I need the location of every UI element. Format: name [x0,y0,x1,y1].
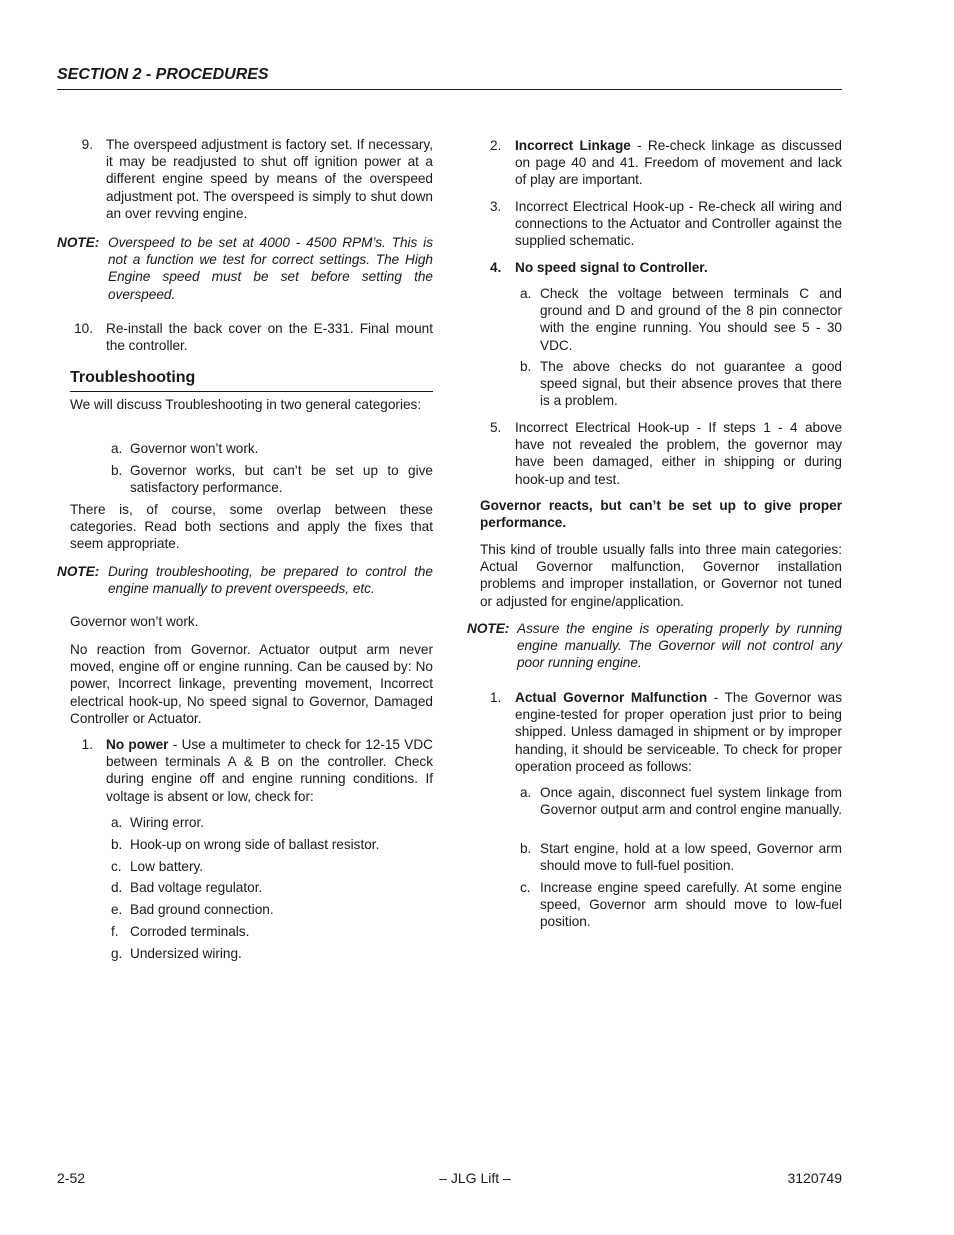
item-4b-letter: b. [520,359,532,374]
note-3-label: NOTE: [467,621,510,636]
check-c-text: Low battery. [130,859,204,874]
item-9-text: The overspeed adjustment is factory set. If necessary, it may be readjusted to shut off ignition power at a different engine speed by means of the overspeed adjustment pot. The overspeed is simply to shut down an over revving engine. [106,137,433,221]
item-4b-text: The above checks do not guarantee a good speed signal, but their absence proves that there is a problem. [540,359,842,409]
note-2-text: During troubleshooting, be prepared to control the engine manually to prevent overspeeds, etc. [108,564,433,597]
item-1-body: - Use a multimeter to check for 12-15 VDC between terminals A & B on the controller. Check during engine off and engine running conditions. If voltage is absent or low, check for: [106,737,433,804]
item-1-number: 1. [81,737,93,752]
item-4a-text: Check the voltage between terminals C and ground and D and ground of the 8 pin connector with the engine running. You should see 5 - 30 VDC. [540,286,842,353]
item-3-text: Incorrect Electrical Hook-up - Re-check all wiring and connections to the Actuator and Controller against the supplied schematic. [515,199,842,249]
category-b-text: Governor works, but can’t be set up to give satisfactory performance. [130,463,433,496]
item-a1a-letter: a. [520,785,532,800]
check-g-text: Undersized wiring. [130,946,242,961]
overlap-paragraph: There is, of course, some overlap between these categories. Read both sections and apply the fixes that seem appropriate. [70,502,433,552]
header-divider [57,89,842,90]
check-b-letter: b. [111,837,123,852]
check-f-text: Corroded terminals. [130,924,250,939]
check-a-letter: a. [111,815,123,830]
item-2-number: 2. [490,138,502,153]
check-d-text: Bad voltage regulator. [130,880,263,895]
note-1-text: Overspeed to be set at 4000 - 4500 RPM’s. This is not a function we test for correct settings. The High Engine speed must be set before setting the overspeed. [108,235,433,302]
check-c-letter: c. [111,859,122,874]
note-3-text: Assure the engine is operating properly by running engine manually. The Governor will not control any poor running engine. [517,621,842,671]
item-1-bold: No power [106,737,169,752]
item-2-body: - Re-check linkage as discussed on page 40 and 41. Freedom of movement and lack of play are important. [515,138,842,188]
check-b-text: Hook-up on wrong side of ballast resistor. [130,837,380,852]
note-1-label: NOTE: [57,235,100,250]
check-g-letter: g. [111,946,123,961]
item-a1c-letter: c. [520,880,531,895]
check-d-letter: d. [111,880,123,895]
check-e-letter: e. [111,902,123,917]
heading-divider [70,391,433,392]
governor-wont-work-label: Governor won’t work. [70,614,199,629]
check-e-text: Bad ground connection. [130,902,274,917]
item-5-text: Incorrect Electrical Hook-up - If steps 1 - 4 above have not revealed the problem, the governor may have been damaged, either in shipping or during hook-up and test. [515,420,842,487]
item-2-text [515,137,842,189]
item-a1-body: - The Governor was engine-tested for proper operation just prior to being shipped. Unless damaged in shipment or by improper handing, it should be serviceable. To check for proper operation proceed as follows: [515,690,842,774]
document-number: 3120749 [787,1170,842,1186]
troubleshooting-heading: Troubleshooting [70,369,196,386]
troubleshooting-intro: We will discuss Troubleshooting in two general categories: [70,397,422,412]
no-reaction-paragraph: No reaction from Governor. Actuator output arm never moved, engine off or engine running. Can be caused by: No power, Incorrect linkage, preventing movement, Incorrect electrical hook-up, No speed signal to Governor, Damaged Controller or Actuator. [70,642,433,726]
check-f-letter: f. [111,924,119,939]
item-4a-letter: a. [520,286,532,301]
note-2-label: NOTE: [57,564,100,579]
category-b-letter: b. [111,463,123,478]
category-a-text: Governor won’t work. [130,441,259,456]
item-2-bold: Incorrect Linkage [515,138,631,153]
item-a1-number: 1. [490,690,502,705]
category-a-letter: a. [111,441,123,456]
reacts-paragraph: This kind of trouble usually falls into three main categories: Actual Governor malfunction, Governor installation problems and improper installation, or Governor not tuned or adjusted for engine/application. [480,542,842,609]
reacts-heading: Governor reacts, but can’t be set up to give proper performance. [480,498,842,531]
item-a1-text [515,689,842,775]
item-10-text: Re-install the back cover on the E-331. Final mount the controller. [106,321,433,354]
check-a-text: Wiring error. [130,815,205,830]
item-3-number: 3. [490,199,502,214]
item-5-number: 5. [490,420,502,435]
page-number: 2-52 [57,1170,86,1186]
item-a1b-letter: b. [520,841,532,856]
item-a1-bold: Actual Governor Malfunction [515,690,708,705]
footer-publisher: – JLG Lift – [439,1170,511,1186]
item-4-number: 4. [490,260,502,275]
section-title: SECTION 2 - PROCEDURES [57,66,269,83]
item-a1c-text: Increase engine speed carefully. At some engine speed, Governor arm should move to low-fuel position. [540,880,842,930]
item-9-number: 9. [81,137,93,152]
item-1-text [106,736,433,805]
item-10-number: 10. [74,321,93,336]
item-a1a-text: Once again, disconnect fuel system linkage from Governor output arm and control engine manually. [540,785,843,818]
item-4-text: No speed signal to Controller. [515,260,708,275]
item-a1b-text: Start engine, hold at a low speed, Governor arm should move to full-fuel position. [540,841,842,874]
